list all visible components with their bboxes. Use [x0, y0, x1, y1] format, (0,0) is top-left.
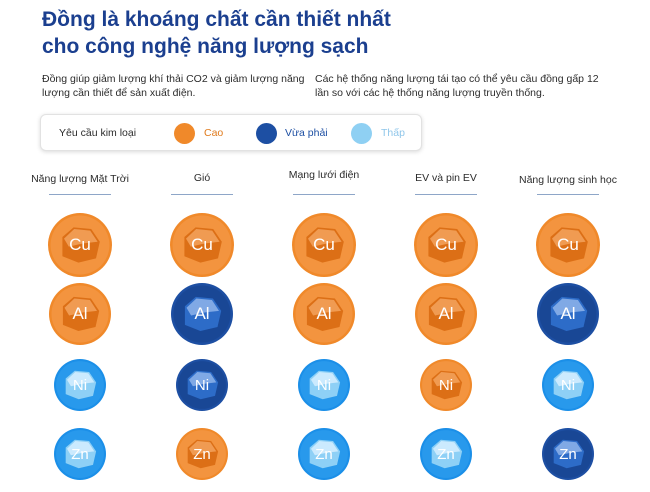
mineral-zn-bubble — [176, 428, 228, 480]
mineral-symbol: Zn — [559, 445, 577, 463]
column-header: Năng lượng Mặt Trời — [31, 173, 129, 185]
mineral-symbol: Cu — [435, 235, 457, 254]
mineral-symbol: Ni — [316, 376, 332, 394]
mineral-symbol: Al — [316, 304, 332, 323]
mineral-zn-bubble — [420, 428, 472, 480]
mineral-ni-bubble — [298, 359, 350, 411]
mineral-ni-bubble — [420, 359, 472, 411]
legend-title: Yêu cầu kim loại — [59, 127, 137, 139]
page-title — [42, 6, 602, 60]
mineral-al-bubble — [415, 283, 477, 345]
mineral-ni-bubble — [54, 359, 106, 411]
legend — [40, 114, 422, 151]
mineral-symbol: Al — [438, 304, 454, 323]
column-underline — [171, 194, 233, 195]
column-header: EV và pin EV — [415, 172, 477, 184]
mineral-symbol: Ni — [72, 376, 88, 394]
mineral-symbol: Cu — [191, 235, 213, 254]
legend-dot-moderate — [256, 123, 277, 144]
mineral-ni-bubble — [176, 359, 228, 411]
column-underline — [415, 194, 477, 195]
column-underline — [49, 194, 111, 195]
mineral-ni-bubble — [542, 359, 594, 411]
mineral-symbol: Cu — [69, 235, 91, 254]
title-line-2: cho công nghệ năng lượng sạch — [42, 35, 369, 58]
mineral-al-bubble — [171, 283, 233, 345]
legend-label-moderate: Vừa phải — [285, 127, 328, 139]
column-underline — [293, 194, 355, 195]
legend-dot-low — [351, 123, 372, 144]
intro-text-right: Các hệ thống năng lượng tái tạo có thể yêu cầu đồng gấp 12 lần so với các hệ thống năng lượng truyền thống. — [315, 73, 599, 99]
mineral-symbol: Ni — [194, 376, 210, 394]
title-line-1: Đồng là khoáng chất cần thiết nhất — [42, 8, 391, 31]
mineral-symbol: Zn — [437, 445, 455, 463]
mineral-al-bubble — [293, 283, 355, 345]
legend-label-high: Cao — [204, 127, 224, 139]
mineral-cu-bubble — [292, 213, 356, 277]
column-header: Mạng lưới điện — [288, 169, 360, 181]
mineral-symbol: Cu — [313, 235, 335, 254]
mineral-al-bubble — [49, 283, 111, 345]
mineral-cu-bubble — [48, 213, 112, 277]
column-header: Gió — [193, 172, 211, 184]
mineral-symbol: Cu — [557, 235, 579, 254]
mineral-cu-bubble — [414, 213, 478, 277]
mineral-symbol: Zn — [315, 445, 333, 463]
mineral-zn-bubble — [298, 428, 350, 480]
mineral-cu-bubble — [170, 213, 234, 277]
intro-text-left: Đồng giúp giảm lượng khí thải CO2 và giảm lượng năng lượng cần thiết để sản xuất điện. — [42, 73, 305, 99]
mineral-al-bubble — [537, 283, 599, 345]
mineral-cu-bubble — [536, 213, 600, 277]
mineral-zn-bubble — [54, 428, 106, 480]
column-header: Năng lượng sinh học — [519, 174, 617, 186]
mineral-symbol: Ni — [560, 376, 576, 394]
column-underline — [537, 194, 599, 195]
mineral-symbol: Al — [560, 304, 576, 323]
mineral-symbol: Al — [72, 304, 88, 323]
legend-label-low: Thấp — [381, 127, 405, 139]
legend-dot-high — [174, 123, 195, 144]
mineral-symbol: Zn — [193, 445, 211, 463]
mineral-symbol: Al — [194, 304, 210, 323]
mineral-symbol: Ni — [438, 376, 454, 394]
mineral-symbol: Zn — [71, 445, 89, 463]
mineral-zn-bubble — [542, 428, 594, 480]
